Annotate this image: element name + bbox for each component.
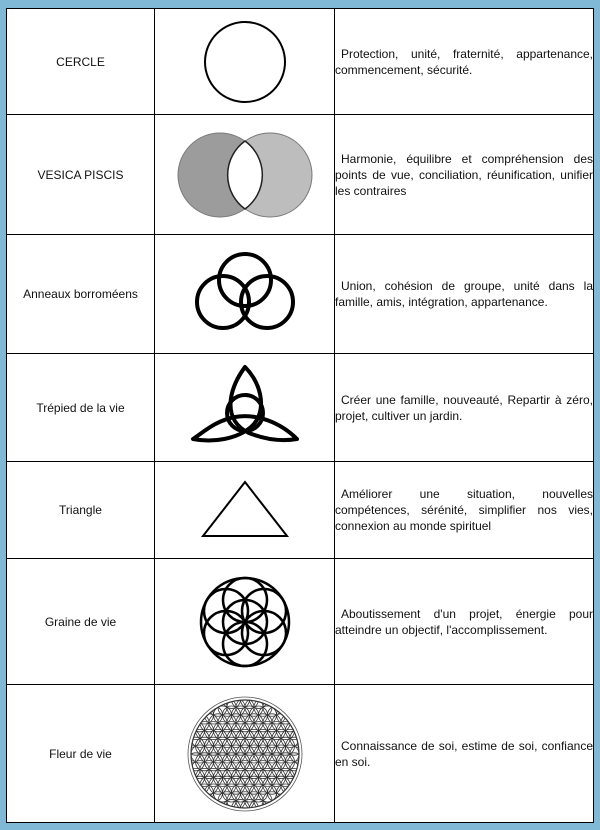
table-row [7,559,594,685]
symbol-name: Fleur de vie [7,685,155,823]
flower-petal [290,729,308,747]
table-row [7,462,594,559]
flower-petal [182,760,200,778]
symbol-description: Harmonie, équilibre et compréhension des points de vue, conciliation, réunification, unifier les contraires [335,115,594,235]
circle-icon [165,12,325,112]
table-row [7,235,594,354]
table-row [7,685,594,823]
symbol-name: VESICA PISCIS [7,115,155,235]
flower-petal [290,760,308,778]
triangle-icon [165,470,325,550]
symbol-description: Connaissance de soi, estime de soi, confiance en soi. [335,685,594,823]
symbol-description: Créer une famille, nouveauté, Repartir à zéro, projet, cultiver un jardin. [335,354,594,462]
flower-of-life-icon [165,692,325,816]
symbol-name: Trépied de la vie [7,354,155,462]
seed-of-life-icon [165,567,325,677]
triquetra-icon [165,361,325,455]
symbol-name: CERCLE [7,9,155,115]
vesica-piscis-icon [160,125,330,225]
borromean-rings-icon [165,244,325,344]
symbol-name: Graine de vie [7,559,155,685]
symbol-name: Anneaux borroméens [7,235,155,354]
table-row [7,354,594,462]
symbol-description: Améliorer une situation, nouvelles compétences, sérénité, simplifier nos vies, connexion au monde spirituel [335,462,594,559]
symbol-description: Aboutissement d'un projet, énergie pour atteindre un objectif, l'accomplissement. [335,559,594,685]
flower-petal [182,729,200,747]
symbols-table [6,8,594,823]
symbol-name: Triangle [7,462,155,559]
table-row [7,115,594,235]
symbol-description: Protection, unité, fraternité, appartenance, commencement, sécurité. [335,9,594,115]
symbol-description: Union, cohésion de groupe, unité dans la famille, amis, intégration, appartenance. [335,235,594,354]
table-row [7,9,594,115]
